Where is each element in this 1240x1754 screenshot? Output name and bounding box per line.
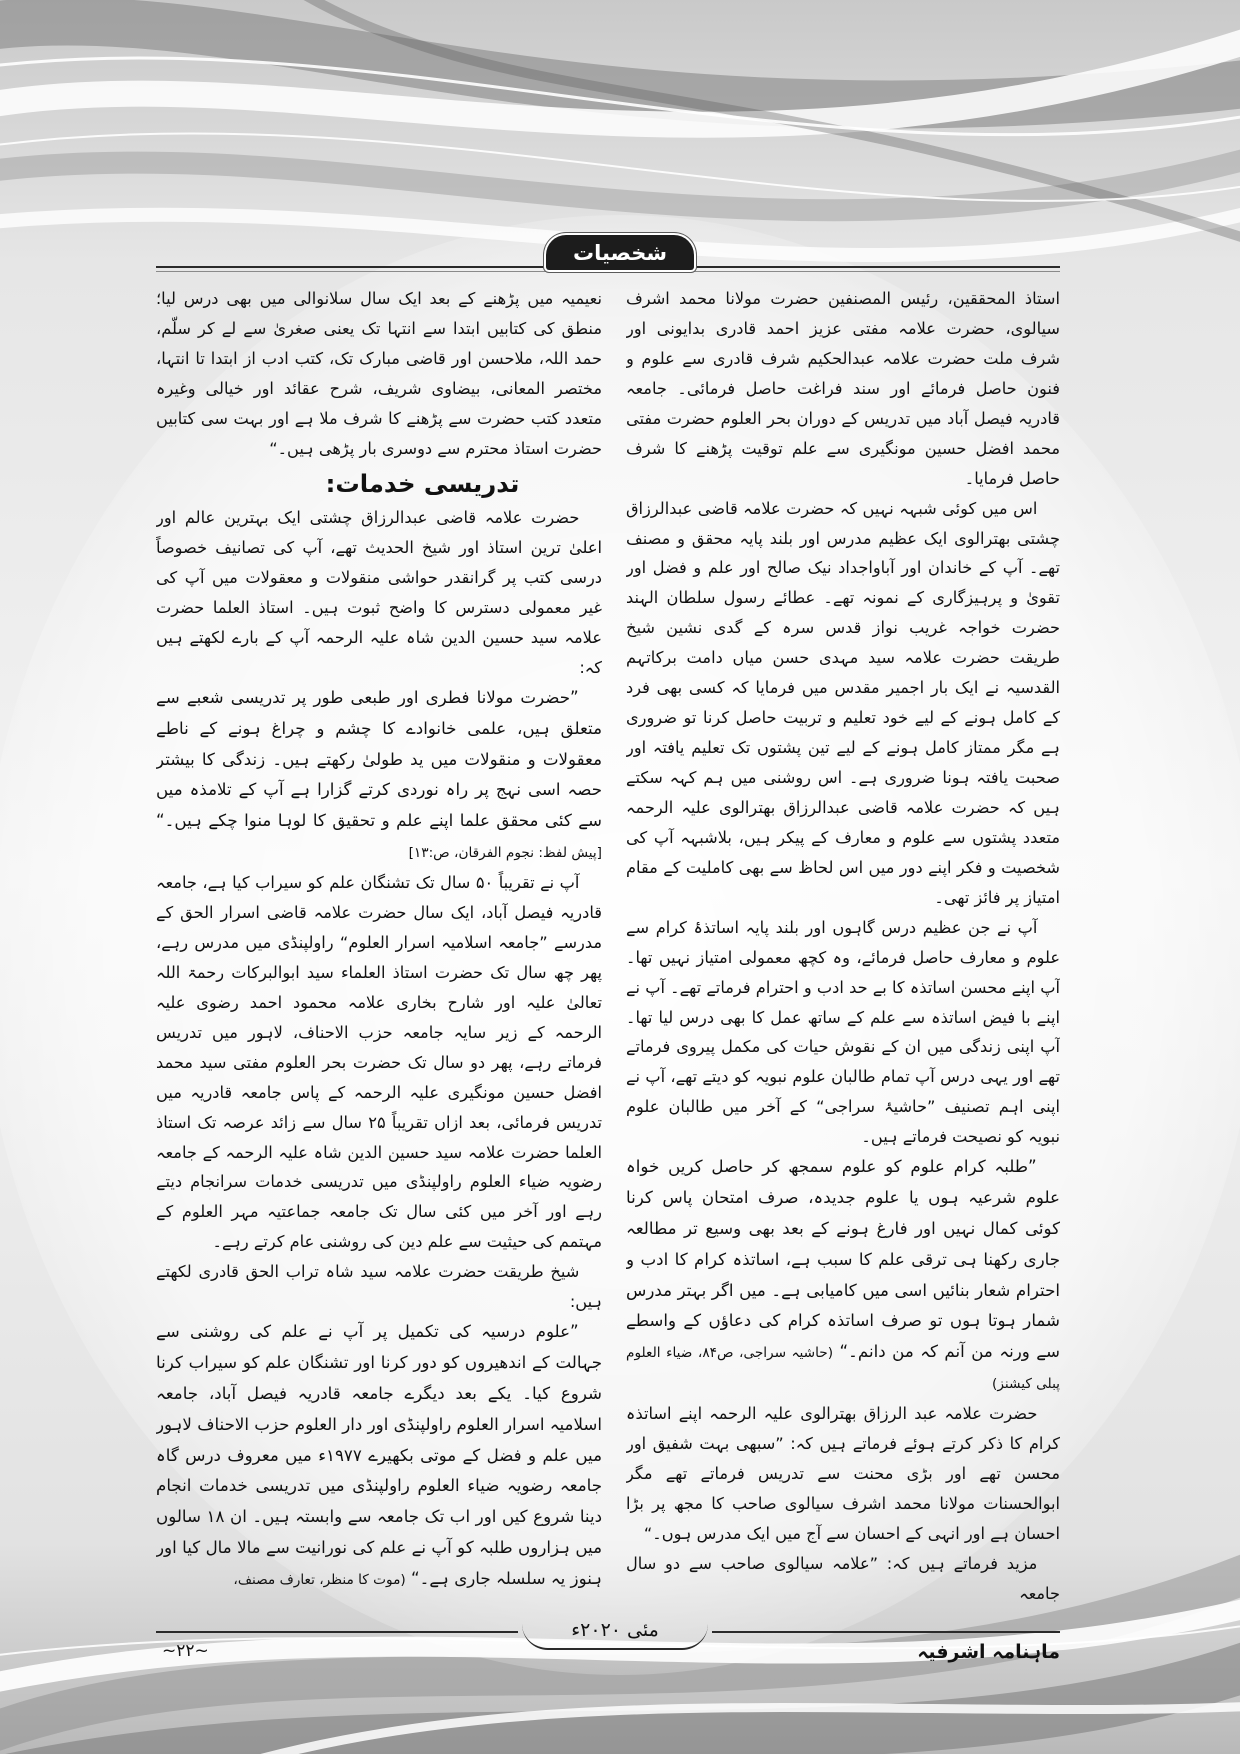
paragraph: اس میں کوئی شبہہ نہیں کہ حضرت علامہ قاضی عبدالرزاق چشتی بھترالوی ایک عظیم مدرس اور بلند پایہ محقق و مصنف تھے۔ آپ کے خاندان اور آباواجداد نیک صالح اور علم و فضل اور تقویٰ و پرہیزگاری کے نمونہ تھے۔ عطائے رسول سلطان الہند حضرت خواجہ غریب نواز قدس سرہ کے گدی نشین شیخ طریقت حضرت علامہ سید مہدی حسن میاں دامت برکاتہم القدسیہ نے ایک بار اجمیر مقدس میں فرمایا کہ کسی بھی فرد کے کامل ہونے کے لیے خود تعلیم و تربیت حاصل کرنا تو ضروری ہے مگر ممتاز کامل ہونے کے لیے تین پشتوں تک تعلیم یافتہ اور صحبت یافتہ ہونا ضروری ہے۔ اس روشنی میں ہم کہہ سکتے ہیں کہ حضرت علامہ قاضی عبدالرزاق بھترالوی علیہ الرحمہ متعدد پشتوں سے علوم و معارف کے پیکر ہیں، بلاشبہہ آپ کی شخصیت و فکر اپنے دور میں اس لحاظ سے بھی کاملیت کے مقام امتیاز پر فائز تھی۔ bbox=[626, 498, 1060, 907]
paragraph: حضرت علامہ عبد الرزاق بھترالوی علیہ الرحمہ اپنے اساتذہ کرام کا ذکر کرتے ہوئے فرماتے ہیں کہ: ”سبھی بہت شفیق اور محسن تھے اور بڑی محنت سے تدریس فرماتے تھے مگر ابوالحسنات مولانا محمد اشرف سیالوی صاحب کا مجھ پر بڑا احسان ہے اور انہی کے احسان سے آج میں ایک مدرس ہوں۔“ bbox=[626, 1404, 1060, 1543]
quote-paragraph bbox=[626, 1152, 1060, 1399]
citation: [پیش لفظ: نجوم الفرقان، ص:۱۳] bbox=[408, 845, 602, 862]
right-column bbox=[626, 284, 1060, 1614]
left-column bbox=[156, 284, 602, 1614]
quote-text: ”علوم درسیہ کی تکمیل پر آپ نے علم کی روشنی سے جہالت کے اندھیروں کو دور کرنا اور تشنگان علم کو سیراب کرنا شروع کیا۔ یکے بعد دیگرے جامعہ قادریہ فیصل آباد، جامعہ اسلامیہ اسرار العلوم راولپنڈی اور دار العلوم حزب الاحناف لاہور میں علم و فضل کے موتی بکھیرے ۱۹۷۷ء میں معروف درس گاہ جامعہ رضویہ ضیاء العلوم راولپنڈی میں تدریسی خدمات انجام دینا شروع کیں اور اب تک جامعہ سے وابستہ ہیں۔ ان ۱۸ سالوں میں ہزاروں طلبہ کو آپ نے علم کی نورانیت سے مالا مال کیا اور ہنوز یہ سلسلہ جاری ہے۔“ bbox=[156, 1322, 602, 1588]
quote-paragraph bbox=[156, 683, 602, 868]
magazine-name: ماہنامہ اشرفیہ bbox=[917, 1641, 1060, 1663]
header-rule-thin bbox=[156, 271, 1060, 272]
citation: (موت کا منظر، تعارف مصنف، bbox=[233, 1572, 406, 1588]
section-banner bbox=[546, 235, 694, 270]
page-number: ~۲۲~ bbox=[162, 1641, 209, 1661]
paragraph: آپ نے تقریباً ۵۰ سال تک تشنگان علم کو سیراب کیا ہے، جامعہ قادریہ فیصل آباد، ایک سال حضرت علامہ قاضی اسرار الحق کے مدرسے ”جامعہ اسلامیہ اسرار العلوم“ راولپنڈی میں مدرس رہے، پھر چھ سال تک حضرت استاذ العلماء سید ابوالبرکات رحمۃ اللہ تعالیٰ علیہ اور شارح بخاری علامہ محمود احمد رضوی علیہ الرحمہ کے زیر سایہ جامعہ حزب الاحناف، لاہور میں تدریس فرماتے رہے، پھر دو سال تک حضرت بحر العلوم مفتی سید محمد افضل حسین مونگیری علیہ الرحمہ کے پاس جامعہ قادریہ میں تدریس فرمائی، بعد ازاں تقریباً ۲۵ سال سے زائد عرصہ تک استاذ العلما حضرت علامہ سید حسین الدین شاہ علیہ الرحمہ کے جامعہ رضویہ ضیاء العلوم راولپنڈی میں تدریسی خدمات سرانجام دیتے رہے اور آخر میں کئی سال تک جامعہ جماعتیہ مہر العلوم کے مہتمم کی حیثیت سے علم دین کی روشنی عام کرتے رہے۔ bbox=[156, 873, 602, 1252]
paragraph: شیخ طریقت حضرت علامہ سید شاہ تراب الحق قادری لکھتے ہیں: bbox=[156, 1262, 602, 1312]
citation: (حاشیہ سراجی، ص۸۴، ضیاء العلوم پبلی کیشنز) bbox=[626, 1345, 1060, 1393]
section-heading: تدریسی خدمات: bbox=[325, 468, 520, 498]
paragraph: استاذ المحققین، رئیس المصنفین حضرت مولانا محمد اشرف سیالوی، حضرت علامہ مفتی عزیز احمد قادری بدایونی اور شرف ملت حضرت علامہ عبدالحکیم شرف قادری سے علوم و فنون حاصل فرمائے اور سند فراغت حاصل فرمائی۔ جامعہ قادریہ فیصل آباد میں تدریس کے دوران بحر العلوم حضرت مفتی محمد افضل حسین مونگیری سے علم توقیت پڑھنے کا شرف حاصل فرمایا۔ bbox=[626, 289, 1060, 488]
footer-rule bbox=[712, 1631, 1060, 1633]
section-title: شخصیات bbox=[572, 240, 668, 265]
quote-paragraph bbox=[156, 1317, 602, 1595]
footer-rule bbox=[156, 1631, 518, 1633]
quote-text: ”حضرت مولانا فطری اور طبعی طور پر تدریسی شعبے سے متعلق ہیں، علمی خانوادے کا چشم و چراغ ہونے کے ناطے معقولات و منقولات میں ید طولیٰ رکھتے ہیں۔ زندگی کا بیشتر حصہ اسی نہج پر راہ نوردی کرتے گزارا ہے آپ کے تلامذہ میں سے کئی محقق علما اپنے علم و تحقیق کا لوہا منوا چکے ہیں۔“ bbox=[156, 687, 602, 831]
paragraph: حضرت علامہ قاضی عبدالرزاق چشتی ایک بہترین عالم اور اعلیٰ ترین استاذ اور شیخ الحدیث تھے، آپ کی تصانیف خصوصاً درسی کتب پر گرانقدر حواشی منقولات و معقولات میں آپ کی غیر معمولی دسترس کا واضح ثبوت ہیں۔ استاذ العلما حضرت علامہ سید حسین الدین شاہ علیہ الرحمہ آپ کے بارے لکھتے ہیں کہ: bbox=[156, 508, 602, 677]
paragraph: آپ نے جن عظیم درس گاہوں اور بلند پایہ اساتذۂ کرام سے علوم و معارف حاصل فرمائے، وہ کچھ معمولی امتیاز نہیں تھا۔ آپ اپنے محسن اساتذہ کا بے حد ادب و احترام فرماتے تھے۔ آپ نے اپنے با فیض اساتذہ سے علم کے ساتھ عمل کا بھی درس لیا تھا۔ آپ اپنی زندگی میں ان کے نقوش حیات کی مکمل پیروی فرماتے تھے اور یہی درس آپ تمام طالبان علوم نبویہ کو دیتے تھے، آپ نے اپنی اہم تصنیف ”حاشیۂ سراجی“ کے آخر میں طالبان علوم نبویہ کو نصیحت فرماتے ہیں۔ bbox=[626, 917, 1060, 1147]
issue-date: مئی ۲۰۲۰ء bbox=[522, 1612, 708, 1650]
quote-text: ”طلبہ کرام علوم کو علوم سمجھ کر حاصل کریں خواہ علوم شرعیہ ہوں یا علوم جدیدہ، صرف امتحان پاس کرنا کوئی کمال نہیں اور فارغ ہونے کے بعد بھی وسیع تر مطالعہ جاری رکھنا ہی ترقی علم کا سبب ہے، اساتذہ کرام کا ادب و احترام شعار بنائیں اسی میں کامیابی ہے۔ میں اگر بہتر مدرس شمار ہوتا ہوں تو صرف اساتذہ کرام کی دعاؤں کے واسطے سے ورنہ من آنم کہ من دانم۔“ bbox=[626, 1157, 1060, 1362]
paragraph: مزید فرماتے ہیں کہ: ”علامہ سیالوی صاحب سے دو سال جامعہ bbox=[626, 1553, 1060, 1603]
paragraph: نعیمیہ میں پڑھنے کے بعد ایک سال سلانوالی میں بھی درس لیا؛ منطق کی کتابیں ابتدا سے انتہا تک یعنی صغریٰ سے لے کر سلّم، حمد اللہ، ملاحسن اور قاضی مبارک تک، کتب ادب از ابتدا تا انتہا، مختصر المعانی، بیضاوی شریف، شرح عقائد اور خیالی وغیرہ متعدد کتب حضرت سے پڑھنے کا شرف ملا ہے اور بہت سی کتابیں حضرت استاذ محترم سے دوسری بار پڑھی ہیں۔“ bbox=[156, 289, 602, 458]
